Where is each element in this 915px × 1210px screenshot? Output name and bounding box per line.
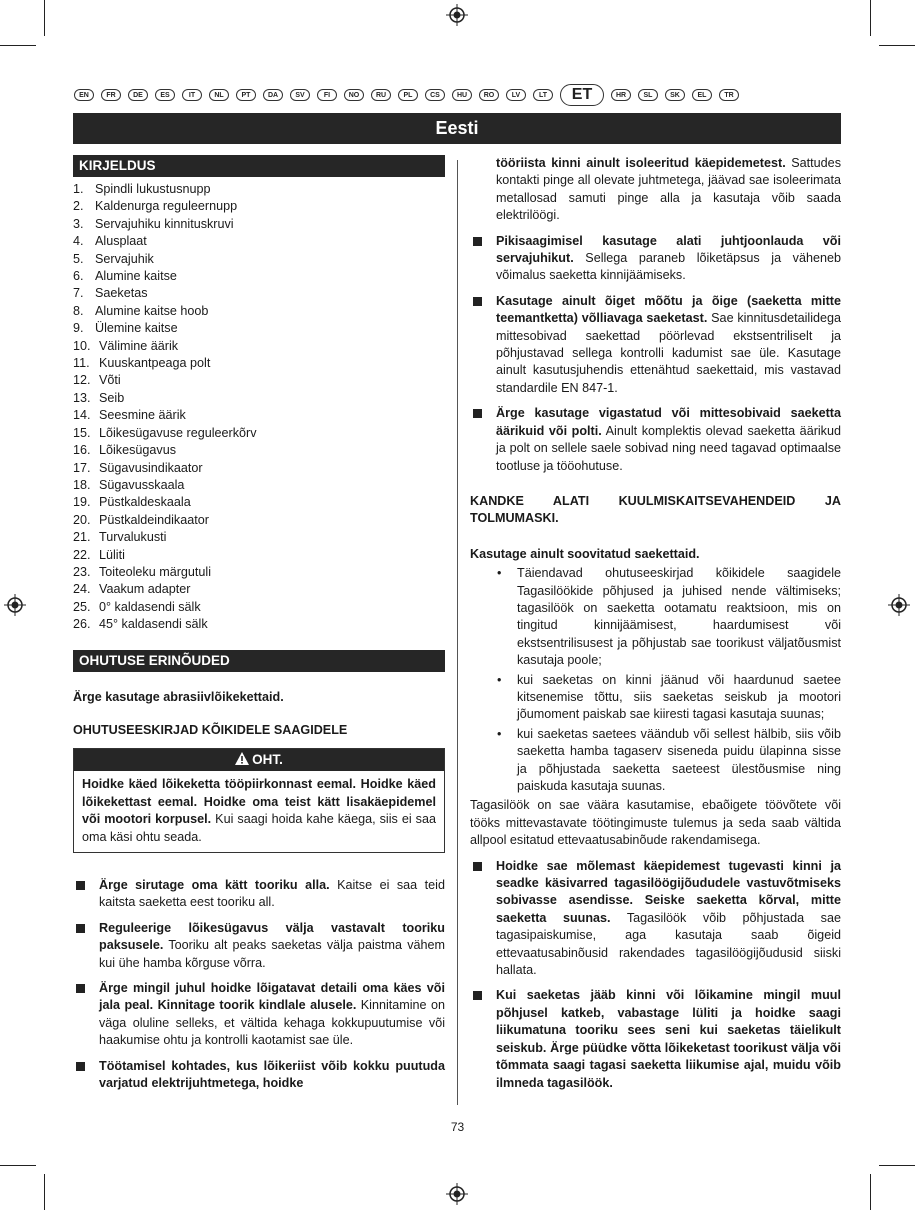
- page-title: Eesti: [73, 113, 841, 144]
- bullet-item: [73, 920, 445, 972]
- list-item: [73, 285, 445, 302]
- item-label: Sügavusskaala: [99, 477, 185, 492]
- item-number: 18.: [73, 477, 91, 492]
- continued-bullet: [470, 155, 841, 225]
- square-bullet-icon: [76, 984, 85, 993]
- safety-heading: OHUTUSE ERINÕUDED: [73, 650, 445, 672]
- language-tab-fi: FI: [317, 89, 337, 101]
- language-tab-sl: SL: [638, 89, 658, 101]
- item-number: 12.: [73, 373, 91, 388]
- list-item: [73, 251, 445, 268]
- item-label: 45° kaldasendi sälk: [99, 617, 208, 632]
- item-number: 17.: [73, 460, 91, 475]
- list-item: [73, 355, 445, 372]
- bullet-bold-text: Ärge mingil juhul hoidke lõigatavat detaili oma käes või jala peal. Kinnitage toorik kindlale alusele.: [99, 981, 445, 1013]
- continued-text: Sattudes kontakti pinge all olevate juhtmetega, jäävad sae isoleerimata metallosad samuti pinge alla ja kasutaja võib saada elektrilöögi.: [496, 156, 841, 223]
- item-label: Alusplaat: [95, 234, 147, 249]
- danger-header: [74, 749, 444, 771]
- danger-label: OHT.: [252, 752, 283, 768]
- bullet-item: [470, 405, 841, 475]
- list-item: [73, 547, 445, 564]
- bullet-item: [73, 980, 445, 1050]
- square-bullet-icon: [76, 924, 85, 933]
- item-number: 19.: [73, 495, 91, 510]
- bullet-bold-text: Töötamisel kohtades, kus lõikeriist võib kokku puutuda varjatud elektrijuhtmetega, hoidke: [99, 1058, 445, 1091]
- item-label: Servajuhiku kinnituskruvi: [95, 216, 234, 231]
- language-tab-it: IT: [182, 89, 202, 101]
- square-bullet-icon: [76, 1062, 85, 1071]
- list-item: [73, 616, 445, 633]
- left-column: [73, 155, 445, 1092]
- danger-text: Kui saagi hoida kahe käega, siis ei saa oma käsi ohtu seada.: [82, 812, 436, 844]
- list-item: [73, 564, 445, 581]
- bullet-text: Tooriku alt peaks saeketas välja paistma vähem kui ühe hamba kõrguse võrra.: [99, 938, 445, 970]
- list-item: [73, 442, 445, 459]
- page-number: 73: [450, 1120, 465, 1134]
- item-number: 26.: [73, 617, 91, 632]
- parts-list: [73, 181, 445, 634]
- registration-mark-icon: [888, 594, 910, 616]
- registration-mark-icon: [446, 1183, 468, 1205]
- language-tab-ru: RU: [371, 89, 391, 101]
- bullet-text: Kinnitamine on väga oluline selleks, et vältida kehaga kokkupuutumise või haakumise ohtu ja kontrolli kaotamist sae üle.: [99, 998, 446, 1048]
- list-item: [73, 372, 445, 389]
- item-label: 0° kaldasendi sälk: [99, 599, 201, 614]
- bullet-text: Kaitse ei saa teid kaitsta saeketta eest tooriku all.: [99, 878, 445, 910]
- dot-bullet-item: [470, 726, 841, 796]
- danger-bold-text: Hoidke käed lõikeketta tööpiirkonnast eemal. Hoidke käed lõikekettast eemal. Hoidke oma teist kätt lisakäepidemel või mootori korpusel.: [82, 777, 436, 827]
- item-number: 1.: [73, 182, 84, 196]
- bullet-bold-text: Kui saeketas jääb kinni või lõikamine mingil muul põhjusel katkeb, vabastage lüliti ja hoidke saagi liikumatuna tooriku sees seni kui saeketas täielikult seiskub. Ärge püüdke võtta lõikeketast toorikust välja või tõmmata saagi tagasi saeketta liikumise ajal, muidu võib ilmneda tagasilöök.: [496, 988, 841, 1090]
- danger-box: [73, 748, 445, 853]
- dot-bullet-icon: •: [497, 672, 502, 687]
- item-number: 22.: [73, 547, 91, 562]
- language-tab-es: ES: [155, 89, 175, 101]
- language-tab-sv: SV: [290, 89, 310, 101]
- language-tab-en: EN: [74, 89, 94, 101]
- dot-bullet-item: [470, 565, 841, 669]
- list-item: [73, 529, 445, 546]
- language-tab-ro: RO: [479, 89, 499, 101]
- registration-mark-icon: [4, 594, 26, 616]
- list-item: [73, 581, 445, 598]
- list-item: [73, 460, 445, 477]
- column-divider: [457, 160, 458, 1105]
- item-label: Alumine kaitse: [95, 269, 177, 284]
- list-item: [73, 494, 445, 511]
- item-label: Servajuhik: [95, 251, 154, 266]
- language-tab-lv: LV: [506, 89, 526, 101]
- left-bullet-list: [73, 877, 445, 1092]
- crop-mark: [0, 45, 36, 46]
- language-bar: [74, 84, 844, 106]
- bullet-bold-text: Pikisaagimisel kasutage alati juhtjoonlauda või servajuhikut.: [496, 233, 841, 266]
- abrasive-warning: Ärge kasutage abrasiivlõikekettaid.: [73, 689, 284, 704]
- item-label: Saeketas: [95, 286, 148, 301]
- item-label: Ülemine kaitse: [95, 321, 178, 336]
- list-item: [73, 512, 445, 529]
- language-tab-tr: TR: [719, 89, 739, 101]
- crop-mark: [870, 0, 871, 36]
- right-column: [470, 155, 841, 1092]
- bullet-text: Sellega paraneb lõiketäpsus ja väheneb võimalus saeketta kinnijäämiseks.: [496, 251, 841, 283]
- language-tab-hr: HR: [611, 89, 631, 101]
- item-label: Kaldenurga reguleernupp: [95, 199, 238, 214]
- item-label: Püstkaldeskaala: [99, 495, 191, 510]
- kickback-paragraph: Tagasilöök on sae väära kasutamise, ebaõigete töövõtete või tööks mittevastavate töötingimuste tulemus ja seda saab vältida allpool esitatud ettevaatusabinõude rakendamisega.: [470, 798, 841, 848]
- item-label: Seesmine äärik: [99, 408, 186, 423]
- item-label: Lõikesügavuse reguleerkõrv: [99, 425, 257, 440]
- item-number: 20.: [73, 512, 91, 527]
- item-number: 7.: [73, 286, 84, 301]
- crop-mark: [879, 1165, 915, 1166]
- item-number: 24.: [73, 582, 91, 597]
- item-number: 10.: [73, 338, 91, 353]
- list-item: [73, 303, 445, 320]
- item-number: 23.: [73, 564, 91, 579]
- language-tab-de: DE: [128, 89, 148, 101]
- list-item: [73, 390, 445, 407]
- crop-mark: [0, 1165, 36, 1166]
- language-tab-fr: FR: [101, 89, 121, 101]
- item-number: 14.: [73, 408, 91, 423]
- list-item: [73, 233, 445, 250]
- item-number: 11.: [73, 356, 90, 371]
- item-label: Võti: [99, 373, 121, 388]
- bullet-bold-text: Ärge sirutage oma kätt tooriku alla.: [99, 878, 330, 892]
- kickback-causes-list: [470, 565, 841, 795]
- item-label: Vaakum adapter: [99, 582, 191, 597]
- ppe-heading: KANDKE ALATI KUULMISKAITSEVAHENDEID JA TOLMUMASKI.: [470, 493, 841, 526]
- item-number: 9.: [73, 321, 84, 336]
- item-number: 6.: [73, 269, 84, 284]
- list-item: [73, 425, 445, 442]
- crop-mark: [870, 1174, 871, 1210]
- bullet-bold-text: Kasutage ainult õiget mõõtu ja õige (saeketta mitte teemantketta) võlliavaga saeketast.: [496, 293, 841, 326]
- item-number: 15.: [73, 425, 91, 440]
- language-tab-hu: HU: [452, 89, 472, 101]
- right-bullet-list: [470, 233, 841, 475]
- warning-triangle-icon: [235, 752, 249, 765]
- item-number: 13.: [73, 390, 91, 405]
- bullet-item: [73, 877, 445, 912]
- square-bullet-icon: [473, 862, 482, 871]
- item-number: 21.: [73, 530, 91, 545]
- bullet-item: [470, 858, 841, 980]
- registration-mark-icon: [446, 4, 468, 26]
- saw-rules-heading: OHUTUSEESKIRJAD KÕIKIDELE SAAGIDELE: [73, 722, 348, 737]
- square-bullet-icon: [473, 991, 482, 1000]
- item-label: Kuuskantpeaga polt: [99, 356, 211, 371]
- continued-bold: tööriista kinni ainult isoleeritud käepidemetest.: [496, 156, 786, 170]
- item-number: 5.: [73, 251, 84, 266]
- item-number: 2.: [73, 199, 84, 214]
- description-heading: KIRJELDUS: [73, 155, 445, 177]
- language-tab-da: DA: [263, 89, 283, 101]
- language-tab-pt: PT: [236, 89, 256, 101]
- list-item: [73, 338, 445, 355]
- square-bullet-icon: [473, 297, 482, 306]
- list-item: [73, 407, 445, 424]
- language-tab-et: ET: [560, 84, 604, 106]
- item-label: Lüliti: [99, 547, 125, 562]
- item-label: Alumine kaitse hoob: [95, 303, 209, 318]
- item-label: Lõikesügavus: [99, 443, 177, 458]
- item-label: Välimine äärik: [99, 338, 179, 353]
- kickback-bullet-list: [470, 858, 841, 1092]
- language-tab-sk: SK: [665, 89, 685, 101]
- bullet-item: [470, 987, 841, 1091]
- crop-mark: [44, 0, 45, 36]
- crop-mark: [879, 45, 915, 46]
- dot-bullet-text: kui saeketas on kinni jäänud või haardunud saetee kitsenemise tõttu, siis saeketas seiskub ja mootori jõumoment paiskab sae kiiresti tagasi kasutaja suunas;: [517, 672, 841, 722]
- list-item: [73, 268, 445, 285]
- language-tab-el: EL: [692, 89, 712, 101]
- item-label: Püstkaldeindikaator: [99, 512, 209, 527]
- item-number: 25.: [73, 599, 91, 614]
- language-tab-cs: CS: [425, 89, 445, 101]
- bullet-item: [470, 233, 841, 285]
- item-label: Seib: [99, 390, 125, 405]
- list-item: [73, 198, 445, 215]
- list-item: [73, 477, 445, 494]
- dot-bullet-text: Täiendavad ohutuseeskirjad kõikidele saagidele Tagasilöökide põhjused ja juhised nende vältimiseks; tagasilöök on saeketta ootamatu reaktsioon, mis on tingitud kinnijäämisest, haardumisest või ekstsentrilisusest ja põhjustab sae toorikust väljatõusmist kasutaja poole;: [517, 566, 841, 668]
- list-item: [73, 599, 445, 616]
- square-bullet-icon: [473, 237, 482, 246]
- list-item: [73, 181, 445, 198]
- bullet-text: Tagasilöök võib põhjustada sae tagasipaiskumise, aga kasutaja saab õigeid ettevaatusabinõusid rakendades tagasilöögijõudusid siiski hallata.: [496, 910, 841, 978]
- item-number: 4.: [73, 234, 84, 249]
- item-label: Turvalukusti: [99, 530, 167, 545]
- square-bullet-icon: [473, 409, 482, 418]
- crop-mark: [44, 1174, 45, 1210]
- item-number: 8.: [73, 303, 84, 318]
- danger-body: [74, 771, 444, 852]
- bullet-text: Ainult komplektis olevad saeketta äärikud ja polt on sellele saele sobivad ning need tagavad optimaalse tootluse ja tööohutuse.: [496, 423, 841, 473]
- item-label: Toiteoleku märgutuli: [99, 564, 212, 579]
- list-item: [73, 216, 445, 233]
- item-number: 16.: [73, 443, 91, 458]
- language-tab-lt: LT: [533, 89, 553, 101]
- recommended-blades-heading: Kasutage ainult soovitatud saekettaid.: [470, 546, 700, 561]
- bullet-bold-text: Reguleerige lõikesügavus välja vastavalt tooriku paksusele.: [99, 920, 445, 953]
- square-bullet-icon: [76, 881, 85, 890]
- bullet-item: [73, 1058, 445, 1093]
- bullet-item: [470, 293, 841, 397]
- item-label: Sügavusindikaator: [99, 460, 203, 475]
- bullet-bold-text: Hoidke sae mõlemast käepidemest tugevasti kinni ja seadke käsivarred tagasilöögijõududele vastuvõtmiseks sobivasse asendisse. Seiske saeketta kõrval, mitte saeketta suunas.: [496, 858, 841, 925]
- item-label: Spindli lukustusnupp: [95, 182, 211, 196]
- dot-bullet-item: [470, 672, 841, 724]
- item-number: 3.: [73, 216, 84, 231]
- bullet-bold-text: Ärge kasutage vigastatud või mittesobivaid saeketta äärikuid või polti.: [496, 406, 841, 438]
- dot-bullet-icon: •: [497, 726, 502, 741]
- list-item: [73, 320, 445, 337]
- bullet-text: Sae kinnitusdetailidega mittesobivad saekettad pöörlevad ekstsentriliselt ja põhjustavad sellega kontrolli kadumist sae üle. Kasutage ainult kasutusjuhendis ettenähtud saekettaid, mis vastavad standardile EN 847-1.: [496, 311, 842, 395]
- language-tab-pl: PL: [398, 89, 418, 101]
- language-tab-no: NO: [344, 89, 364, 101]
- dot-bullet-icon: •: [497, 566, 502, 581]
- language-tab-nl: NL: [209, 89, 229, 101]
- dot-bullet-text: kui saeketas saetees väändub või sellest hälbib, siis võib saeketta hamba tagaserv siseneda puidu ülapinna sisse ja põhjustada saeketta saeteest ülestõusmise ning paiskuda kasutaja suunas.: [517, 726, 841, 793]
